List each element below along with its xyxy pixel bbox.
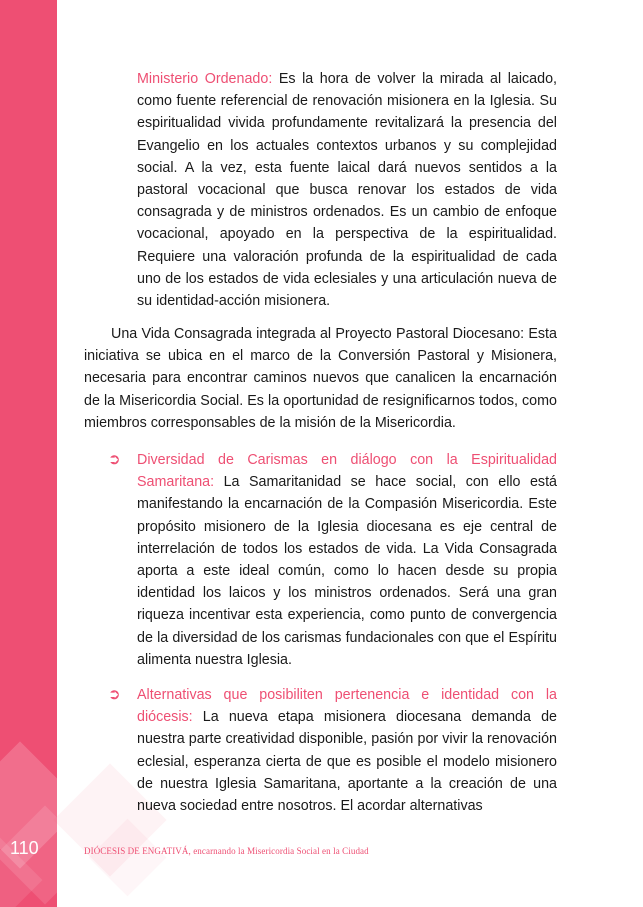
page-number: 110: [10, 838, 39, 858]
paragraph-lead: Diversidad de Carismas en diálogo con la Espiritualidad Samaritana:: [137, 452, 557, 491]
paragraph-vida-consagrada: [84, 323, 557, 434]
paragraph-alternativas: [137, 684, 557, 817]
footer-subtitle: encarnando la Misericordia Social en la Ciudad: [193, 846, 369, 856]
bullet-arrow-icon: ➲: [108, 451, 121, 468]
paragraph-body: La nueva etapa misionera diocesana demanda de nuestra parte creatividad disponible, pasión por vivir la renovación eclesial, esperanza cierta de que es posible el modelo misionero de nuestra Iglesia Samaritana, aportante a la creación de una nueva sociedad entre nosotros. El acordar alternativas: [137, 709, 557, 815]
paragraph-body: La Samaritanidad se hace social, con ello está manifestando la encarnación de la Compasión Misericordia. Este propósito misionero de la Iglesia diocesana es eje central de interrelación de todos los estados de vida. La Vida Consagrada aporta a este ideal común, como lo hacen desde su propia identidad los laicos y los ministros ordenados. Será una gran riqueza incentivar esta experiencia, como punto de convergencia de la diversidad de los carismas fundacionales con que el Espíritu alimenta nuestra Iglesia.: [137, 474, 557, 668]
footer-diocese: DIÓCESIS DE ENGATIVÁ,: [84, 846, 191, 856]
bullet-arrow-icon: ➲: [108, 686, 121, 703]
page-footer: [84, 846, 369, 856]
paragraph-lead: Ministerio Ordenado:: [137, 71, 273, 87]
paragraph-body: Esta iniciativa se ubica en el marco de la Conversión Pastoral y Misionera, necesaria para encontrar caminos nuevos que canalicen la encarnación de la Misericordia Social. Es la oportunidad de resignificarnos todos, como miembros corresponsables de la misión de la Misericordia.: [84, 326, 557, 431]
page-sidebar: [0, 0, 57, 907]
paragraph-lead: Una Vida Consagrada integrada al Proyecto Pastoral Diocesano:: [111, 326, 525, 342]
paragraph-lead: Alternativas que posibiliten pertenencia e identidad con la diócesis:: [137, 687, 557, 726]
paragraph-diversidad-carismas: [137, 449, 557, 671]
paragraph-body: Es la hora de volver la mirada al laicado, como fuente referencial de renovación misionera en la Iglesia. Su espiritualidad vivida profundamente revitalizará la presencia del Evangelio en los actuales contextos urbanos y su complejidad social. A la vez, esta fuente laical dará nuevos sentidos a la pastoral vocacional que busca renovar los estados de vida consagrada y de ministros ordenados. Es un cambio de enfoque vocacional, apoyado en la perspectiva de la espiritualidad. Requiere una valoración profunda de la espiritualidad de cada uno de los estados de vida eclesiales y una articulación nueva de su identidad-acción misionera.: [137, 71, 557, 310]
paragraph-ministerio-ordenado: [137, 68, 557, 312]
